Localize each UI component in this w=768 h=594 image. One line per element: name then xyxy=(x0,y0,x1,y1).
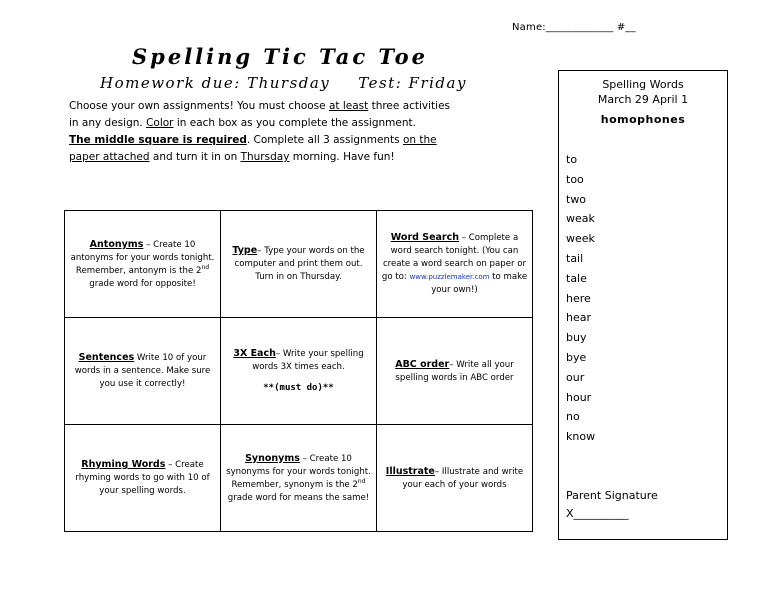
middle-required-note: The middle square is required xyxy=(69,134,247,146)
instructions-text: and turn it in on xyxy=(149,151,241,163)
activity-word-search[interactable] xyxy=(377,211,533,318)
activity-text: – Illustrate and write your each of your words xyxy=(402,466,524,490)
list-item: tail xyxy=(566,251,584,265)
activity-title: Antonyms xyxy=(89,238,144,250)
activity-antonyms[interactable] xyxy=(65,211,221,318)
word-list xyxy=(566,150,595,447)
tic-tac-toe-grid xyxy=(64,210,533,532)
activity-title: Word Search xyxy=(390,232,460,243)
activity-title: ABC order xyxy=(395,358,450,370)
name-number-line: Name:_____________ #__ xyxy=(512,22,636,33)
test-day: Test: Friday xyxy=(358,74,467,92)
list-item: our xyxy=(566,370,585,384)
activity-text: – Type your words on the computer and print them out. Turn in on Thursday. xyxy=(234,246,365,282)
activity-title: 3X Each xyxy=(233,348,276,359)
instructions-text: . Complete all 3 assignments xyxy=(246,134,403,146)
list-item: here xyxy=(566,291,591,305)
ordinal-suffix: nd xyxy=(201,263,210,271)
list-item: weak xyxy=(566,212,595,226)
activity-text: grade word for opposite! xyxy=(89,278,196,289)
instructions xyxy=(69,98,459,166)
instructions-emphasis: at least xyxy=(328,100,369,112)
instructions-text: three activities in any design. xyxy=(69,100,451,129)
instructions-text: Choose your own assignments! You must choose xyxy=(69,100,329,112)
grid-row xyxy=(65,425,533,532)
activity-type[interactable] xyxy=(221,211,377,318)
list-item: no xyxy=(566,410,580,424)
activity-text: – Write all your spelling words in ABC order xyxy=(395,359,514,383)
page-title: Spelling Tic Tac Toe xyxy=(131,44,428,69)
signature-line[interactable]: X__________ xyxy=(566,507,629,520)
activity-text: to make your own!) xyxy=(431,272,528,295)
activity-title: Rhyming Words xyxy=(81,459,166,470)
activity-synonyms[interactable] xyxy=(221,425,377,532)
parent-signature xyxy=(566,487,658,523)
list-item: to xyxy=(566,153,578,166)
instructions-emphasis: Color xyxy=(146,117,174,129)
spelling-words-title: Spelling Words xyxy=(602,78,684,91)
must-do-label: **(must do)** xyxy=(263,383,334,393)
instructions-emphasis: Thursday xyxy=(240,151,290,163)
activity-sentences[interactable] xyxy=(65,318,221,425)
ordinal-suffix: nd xyxy=(357,477,366,485)
activity-text: grade word for means the same! xyxy=(227,492,370,503)
list-item: two xyxy=(566,192,587,206)
spelling-words-date: March 29 April 1 xyxy=(597,93,689,106)
list-item: too xyxy=(566,172,584,186)
activity-illustrate[interactable] xyxy=(377,425,533,532)
activity-3x-each[interactable] xyxy=(221,318,377,425)
list-item: bye xyxy=(566,350,587,364)
activity-title: Synonyms xyxy=(245,452,300,464)
activity-text: – Create 10 synonyms for your words tonight. Remember, synonym is the 2 xyxy=(226,453,371,490)
activity-text: – Create 10 antonyms for your words tonight. Remember, antonym is the 2 xyxy=(70,239,215,276)
activity-text: – Complete a word search tonight. (You can create a word search on paper or go to: xyxy=(381,233,527,282)
grid-row xyxy=(65,211,533,318)
instructions-text: morning. Have fun! xyxy=(289,151,395,163)
activity-text: – Write your spelling words 3X times each. xyxy=(252,349,364,372)
activity-text: – Create rhyming words to go with 10 of your spelling words. xyxy=(75,460,210,496)
activity-title: Type xyxy=(232,245,258,256)
activity-title: Illustrate xyxy=(385,465,435,477)
parent-signature-label: Parent Signature xyxy=(566,489,658,502)
activity-title: Sentences xyxy=(78,352,135,363)
activity-rhyming-words[interactable] xyxy=(65,425,221,532)
spelling-words-subtitle: homophones xyxy=(600,113,686,126)
puzzlemaker-link[interactable]: www.puzzlemaker.com xyxy=(409,273,490,281)
instructions-emphasis: on the paper attached xyxy=(69,134,437,163)
list-item: buy xyxy=(566,331,587,345)
list-item: week xyxy=(566,232,595,246)
homework-due: Homework due: Thursday xyxy=(100,74,331,92)
list-item: know xyxy=(566,430,596,444)
instructions-text: in each box as you complete the assignment. xyxy=(173,117,416,129)
list-item: hear xyxy=(566,311,592,325)
list-item: hour xyxy=(566,390,592,404)
grid-row xyxy=(65,318,533,425)
activity-abc-order[interactable] xyxy=(377,318,533,425)
list-item: tale xyxy=(566,271,587,285)
activity-text: Write 10 of your words in a sentence. Make sure you use it correctly! xyxy=(74,353,211,389)
due-dates xyxy=(100,74,467,92)
